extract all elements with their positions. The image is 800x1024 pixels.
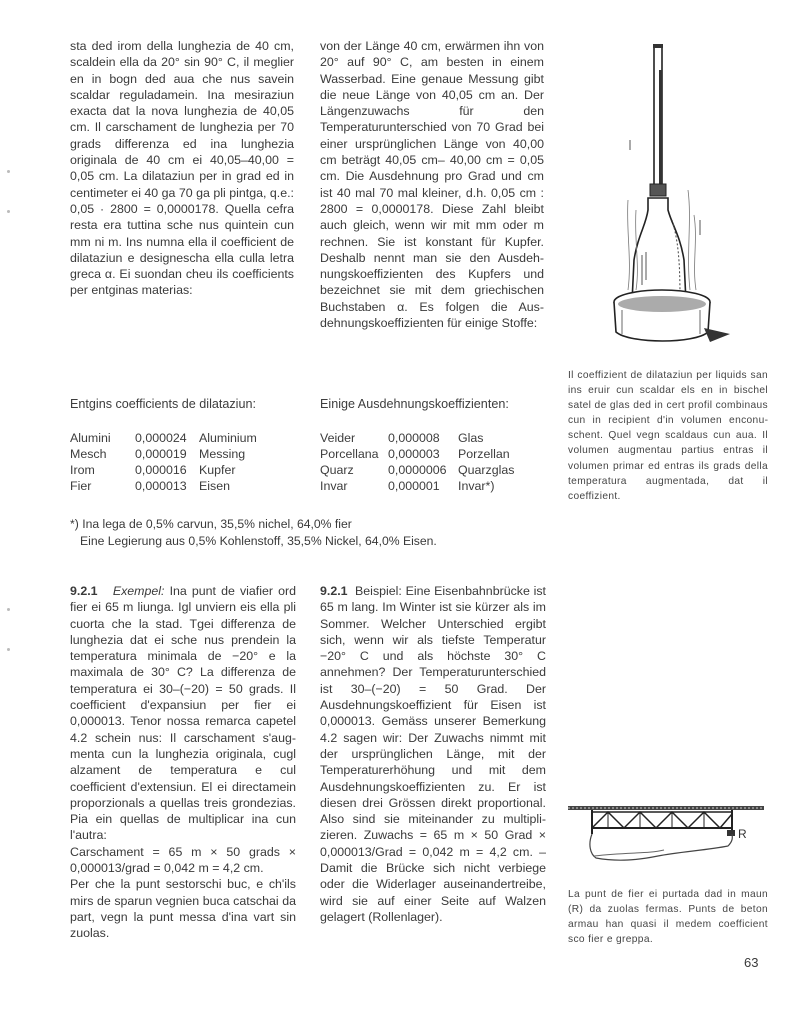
material-rm: Invar [320,479,348,493]
material-rm: Fier [70,479,92,493]
bridge-figure [568,800,768,870]
material-rm: Irom [70,463,95,477]
bottle-figure [600,40,760,350]
margin-mark [7,170,10,173]
example-text: Eine Eisenbahnbrücke ist 65 m lang. Im Winter ist sie kürzer als im Sommer. Welcher Unterschied ergibt sich, wenn wir als tiefste Temperatur −20° C und als höchste 30° C annehmen? Der Temperaturunterschied ist 30–(−20) = 50 Grad. Der Ausdehnungskoeffizient für Eisen ist 0,000013. Gemäss unserer Bemerkung 4.2 sagen wir: Der Zuwachs nimmt mit der ursprünglichen Länge, mit der Temperaturerhöhung und mit dem Ausdehnungskoeffizienten zu. Er ist diesen drei Grössen direkt proportional. Also sind sie miteinander zu multiplizieren. Zuwachs = 65 m × 50 Grad × 0,000013/Grad = 0,042 m = 4,2 cm. – Damit die Brücke sich nicht verbiege oder die Widerlager auseinandertreibe, wird sie auf einer Seite auf Walzen gelagert (Rollenlager). [320,584,547,924]
material-rm: Porcellana [320,447,379,461]
coefficient-value: 0,000013 [135,479,187,493]
table-right-title: Einige Ausdehnungskoeffizienten: [320,397,509,411]
intro-text-german [320,38,544,331]
roller-bearing-label: R [738,827,747,841]
margin-mark [7,648,10,651]
example-label: Exempel: [112,584,165,598]
paragraph: von der Länge 40 cm, erwärmen ihn von 20° auf 90° C, am besten in einem Wasserbad. Eine genaue Messung gibt die neue Länge von 40,05 cm an. Der Längenzuwachs für den Temperaturunterschied von 70 Grad bei einer ursprünglichen Länge von 40,00 cm beträgt 40,05 cm– 40,00 cm = 0,05 cm. Die Ausdehnung pro Grad und cm ist 40 mal 70 mal kleiner, d.h. 0,05 cm : 2800 = 0,0000178. Diese Zahl bleibt auch gleich, wenn wir mit mm oder m rechnen. Sie ist konstant für Kupfer. Deshalb nennt man sie den Ausdehnungskoeffizienten des Kupfers und bezeichnet sie mit dem griechischen Buchstaben α. Es folgen die Ausdehnungskoeffizienten für einige Stoffe: [320,39,544,331]
coefficient-value: 0,0000006 [388,463,447,477]
bridge-figure-caption [568,887,768,947]
section-number: 9.2.1 [70,584,98,598]
table-row [70,478,257,494]
example-paragraph [320,583,546,925]
coefficient-value: 0,000001 [388,479,440,493]
truss-bridge-icon [568,800,768,870]
paragraph: sta ded irom della lunghezia de 40 cm, scaldein ella da 20° sin 90° C, il meglier en in bogn ded aua che nus savein scaldar reguladamein. Ina mesiraziun exacta dat la nova lunghezia de 40,05 cm. Il carschament de lunghezia per 70 grads differenza ed ina lunghezia originala de 40 cm ei 40,05–40,00 = 0,05 cm. La dilataziun per in grad ed in centimeter ei 40 ga 70 ga pli pintga, q.e.: 0,05 · 2800 = 0,0000178. Quella cefra resta era tuttina sche nus quintein cun mm ni m. Ins numna ella il coefficient de dilataziun e designescha ella culla letra greca α. Ei suondan cheu ils coefficients per entginas materias: [70,39,294,298]
table-row [320,430,514,446]
material-de: Glas [458,431,484,445]
table-row [70,430,257,446]
material-de: Quarzglas [458,463,515,477]
coefficient-table-romansh [70,430,257,494]
example-label: Beispiel: [355,584,402,598]
material-rm: Veider [320,431,356,445]
example-paragraph [70,583,296,844]
footnote-romansh: *) Ina lega de 0,5% carvun, 35,5% nichel, 64,0% fier [70,517,352,531]
example-german [320,583,546,925]
margin-mark [7,608,10,611]
material-de: Eisen [199,479,230,493]
coefficient-value: 0,000024 [135,431,187,445]
section-number: 9.2.1 [320,584,348,598]
example-romansh [70,583,296,942]
caption-text: La punt de fier ei purtada dad in maun (R) da zuolas fermas. Punts de beton armau han quasi il medem coefficient sco fier e greppa. [568,889,768,946]
material-de: Invar*) [458,479,495,493]
material-de: Aluminium [199,431,257,445]
table-row [320,478,514,494]
coefficient-value: 0,000008 [388,431,440,445]
intro-text-romansh [70,38,294,299]
example-conclusion: Per che la punt sestorschi buc, e ch'ils mirs de sparun vegnien buca catschai da part, vegn la punt messa d'ina vart sin zuolas. [70,877,296,941]
table-left-title: Entgins coefficients de dilataziun: [70,397,256,411]
material-rm: Alumini [70,431,111,445]
example-formula: Carschament = 65 m × 50 grads × 0,000013/grad = 0,042 m = 4,2 cm. [70,844,296,876]
material-rm: Mesch [70,447,107,461]
table-row [70,462,257,478]
material-de: Kupfer [199,463,236,477]
coefficient-table-german [320,430,514,494]
material-de: Messing [199,447,246,461]
footnote [70,516,540,550]
bottle-figure-caption [568,368,768,504]
example-text: Ina punt de viafier ord fier ei 65 m liunga. Igl unviern eis ella pli cuorta che la stad. Tgei differenza de lunghezia dat ei sche nus prendein la temperatura minimala de −20° e la maximala de 30° C? La differenza de temperatura ei 30–(−20) = 50 grads. Il coefficient d'expansiun per fier ei 0,000013. Tenor nossa remarca capetel 4.2 schein nus: Il carschament s'augmenta cun la lunghezia originala, cugl alzament de temperatura e cul coefficient d'extensiun. El ei directamein proporzionals a quellas treis grondezias. Pia ein quellas de multiplicar ina cun l'autra: [70,584,297,843]
footnote-german: Eine Legierung aus 0,5% Kohlenstoff, 35,5% Nickel, 64,0% Eisen. [80,534,437,548]
coefficient-value: 0,000019 [135,447,187,461]
coefficient-value: 0,000016 [135,463,187,477]
material-de: Porzellan [458,447,510,461]
table-row [320,446,514,462]
table-row [320,462,514,478]
page-number: 63 [744,955,759,970]
material-rm: Quarz [320,463,354,477]
coefficient-value: 0,000003 [388,447,440,461]
margin-mark [7,210,10,213]
bottle-in-water-bath-icon [600,40,760,350]
caption-text: Il coeffizient de dilataziun per liquids san ins eruir cun scaldar els en in bischel satel de glas ded in cert profil combinaus cun in recipient d'in volumen enconuschent. Quel vegn scaldaus cun aua. Il volumen augmentau partius entras il volumen primar ed entras ils grads della temperatura augmentada, dat il coeffizient. [568,370,768,502]
table-row [70,446,257,462]
